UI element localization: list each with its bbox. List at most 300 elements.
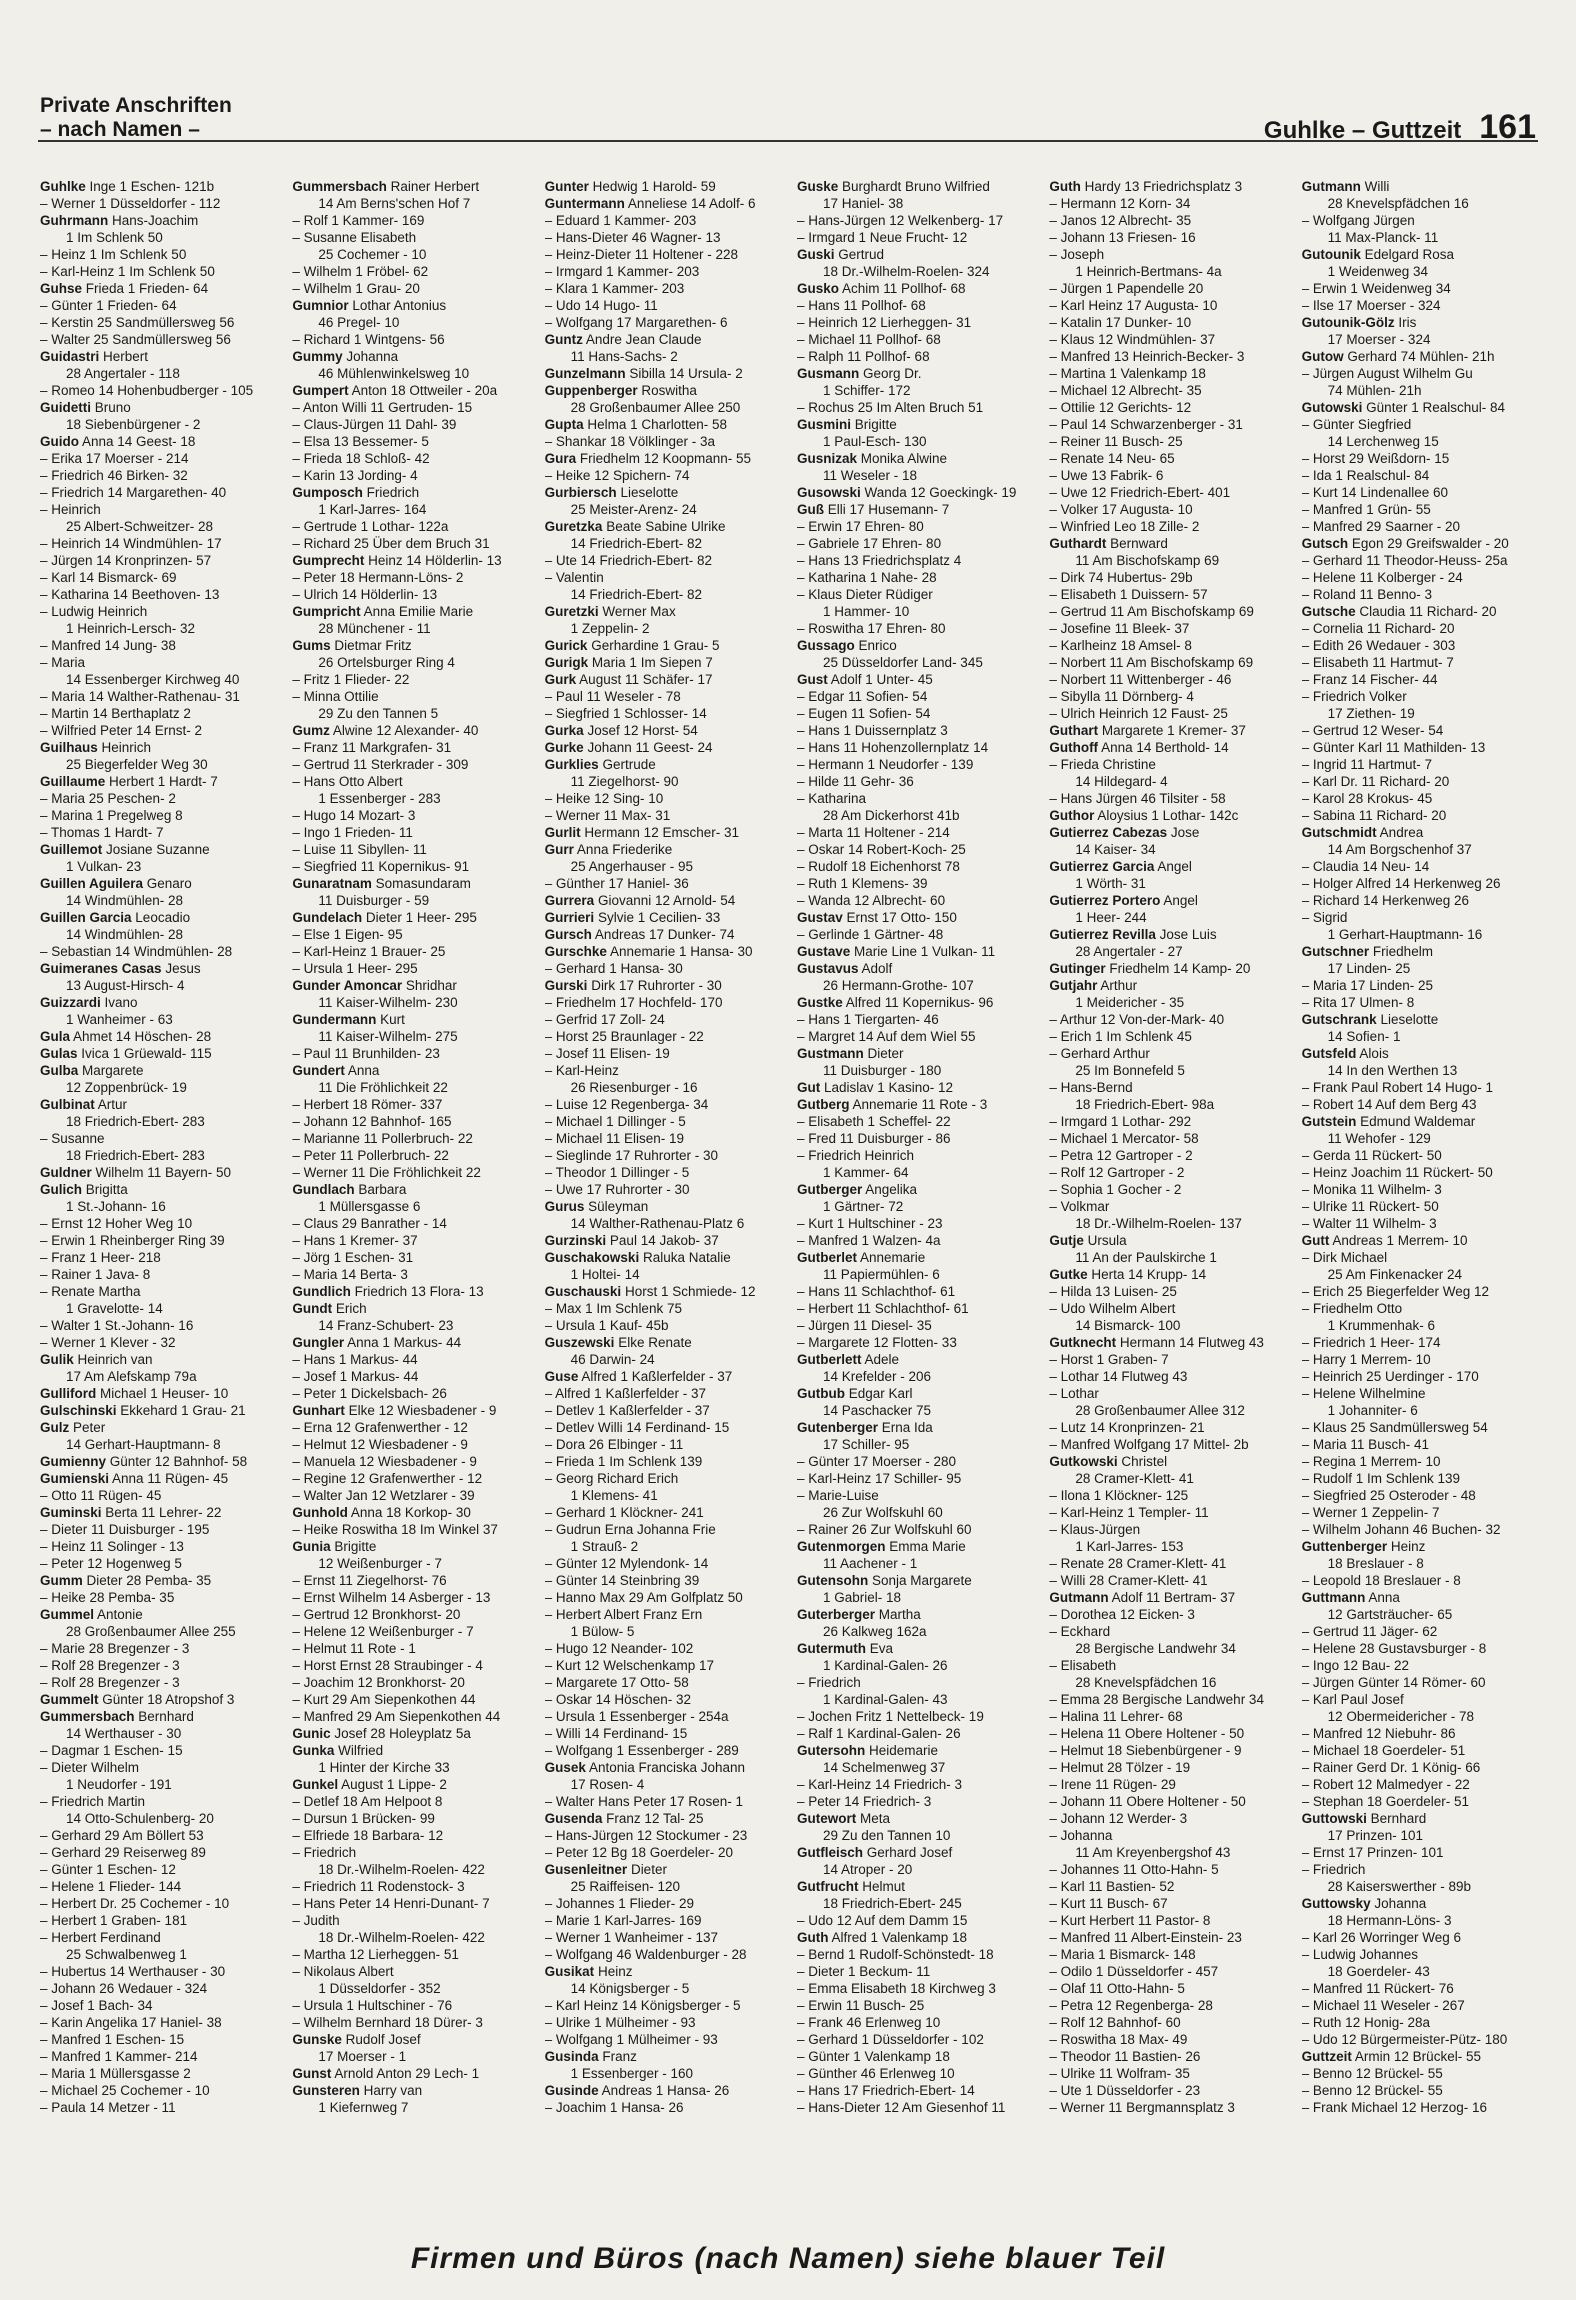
entry-details: – Ernst 11 Ziegelhorst- 76 bbox=[292, 1573, 447, 1588]
entry-details: – Frieda Christine bbox=[1049, 757, 1156, 772]
directory-entry bbox=[292, 1640, 530, 1657]
entry-details: – Heinrich 25 Uerdinger - 170 bbox=[1301, 1369, 1479, 1384]
directory-entry bbox=[1302, 654, 1540, 671]
directory-entry bbox=[292, 739, 530, 756]
entry-details: Brigitta bbox=[82, 1182, 128, 1197]
entry-details: – Siegfried 25 Osteroder - 48 bbox=[1301, 1488, 1476, 1503]
entry-details: – Rudolf 1 Im Schlenk 139 bbox=[1301, 1471, 1460, 1486]
entry-details: – Hugo 14 Mozart- 3 bbox=[292, 808, 416, 823]
directory-entry bbox=[292, 348, 530, 365]
directory-entry bbox=[1049, 484, 1287, 501]
entry-details: – Ruth 12 Honig- 28a bbox=[1301, 2015, 1430, 2030]
directory-entry bbox=[545, 246, 783, 263]
surname: Gusek bbox=[544, 1760, 586, 1775]
entry-details: Sylvie 1 Cecilien- 33 bbox=[594, 910, 721, 925]
entry-details: Angelika bbox=[862, 1182, 918, 1197]
directory-entry bbox=[797, 1011, 1035, 1028]
directory-entry bbox=[1049, 1759, 1287, 1776]
directory-entry bbox=[1049, 416, 1287, 433]
entry-details: Adolf bbox=[858, 961, 893, 976]
directory-entry bbox=[545, 1062, 783, 1079]
entry-details: – Klaus 12 Windmühlen- 37 bbox=[1049, 332, 1216, 347]
directory-entry bbox=[545, 399, 783, 416]
surname: Gutounik bbox=[1301, 247, 1361, 262]
entry-details: – Friedrich 46 Birken- 32 bbox=[40, 468, 188, 483]
entry-details: 28 Knevelspfädchen 16 bbox=[1327, 196, 1469, 211]
entry-details: Günter 18 Atropshof 3 bbox=[98, 1692, 235, 1707]
directory-entry bbox=[292, 1980, 530, 1997]
entry-details: – Karl-Heinz 14 Friedrich- 3 bbox=[796, 1777, 963, 1792]
directory-entry bbox=[1302, 1368, 1540, 1385]
directory-entry bbox=[40, 1283, 278, 1300]
entry-details: 18 Dr.-Wilhelm-Roelen- 137 bbox=[1075, 1216, 1242, 1231]
entry-details: 1 Hinter der Kirche 33 bbox=[318, 1760, 450, 1775]
entry-details: – Georg Richard Erich bbox=[544, 1471, 679, 1486]
surname: Guppenberger bbox=[544, 383, 638, 398]
entry-details: – Kerstin 25 Sandmüllersweg 56 bbox=[40, 315, 235, 330]
entry-details: – Sibylla 11 Dörnberg- 4 bbox=[1049, 689, 1194, 704]
directory-entry bbox=[292, 1470, 530, 1487]
listing-column-6 bbox=[1302, 178, 1540, 2228]
directory-entry bbox=[1302, 1708, 1540, 1725]
entry-details: Erna Ida bbox=[878, 1420, 933, 1435]
entry-details: 26 Kalkweg 162a bbox=[822, 1624, 927, 1639]
entry-details: – Herbert 1 Graben- 181 bbox=[40, 1913, 188, 1928]
directory-entry bbox=[40, 943, 278, 960]
entry-details: 1 Klemens- 41 bbox=[570, 1488, 658, 1503]
entry-details: Angel bbox=[1154, 859, 1192, 874]
listing-column-3 bbox=[545, 178, 783, 2228]
entry-details: – Gerhard Arthur bbox=[1049, 1046, 1150, 1061]
entry-details: – Manfred Wolfgang 17 Mittel- 2b bbox=[1049, 1437, 1249, 1452]
entry-details: Dieter bbox=[863, 1046, 904, 1061]
surname: Gurbiersch bbox=[544, 485, 617, 500]
entry-details: – Herbert 18 Römer- 337 bbox=[292, 1097, 443, 1112]
entry-details: Alwine 12 Alexander- 40 bbox=[329, 723, 479, 738]
directory-entry bbox=[292, 858, 530, 875]
entry-details: – Ingo 12 Bau- 22 bbox=[1301, 1658, 1409, 1673]
entry-details: 1 Karl-Jarres- 153 bbox=[1075, 1539, 1184, 1554]
entry-details: 28 Knevelspfädchen 16 bbox=[1075, 1675, 1217, 1690]
directory-entry bbox=[797, 382, 1035, 399]
entry-details: Burghardt Bruno Wilfried bbox=[838, 179, 990, 194]
directory-entry bbox=[797, 212, 1035, 229]
entry-details: – Hans Peter 14 Henri-Dunant- 7 bbox=[292, 1896, 490, 1911]
entry-details: – Gerhard 29 Am Böllert 53 bbox=[40, 1828, 204, 1843]
directory-entry bbox=[1302, 382, 1540, 399]
directory-entry bbox=[545, 1759, 783, 1776]
entry-details: – Elisabeth bbox=[1049, 1658, 1117, 1673]
entry-details: – Udo 12 Auf dem Damm 15 bbox=[796, 1913, 968, 1928]
entry-details: – Petra 12 Regenberga- 28 bbox=[1049, 1998, 1213, 2013]
directory-entry bbox=[797, 1997, 1035, 2014]
directory-entry bbox=[545, 1912, 783, 1929]
surname: Gustav bbox=[796, 910, 843, 925]
directory-entry bbox=[545, 2082, 783, 2099]
entry-details: – Werner 1 Klever - 32 bbox=[40, 1335, 176, 1350]
directory-entry bbox=[1302, 1402, 1540, 1419]
directory-entry bbox=[1302, 994, 1540, 1011]
directory-entry bbox=[292, 994, 530, 1011]
entry-details: – Stephan 18 Goerdeler- 51 bbox=[1301, 1794, 1470, 1809]
directory-entry bbox=[40, 331, 278, 348]
entry-details: – Richard 1 Wintgens- 56 bbox=[292, 332, 445, 347]
directory-entry bbox=[292, 1198, 530, 1215]
entry-details: Artur bbox=[94, 1097, 128, 1112]
entry-details: August 11 Schäfer- 17 bbox=[576, 672, 713, 687]
surname: Gutierrez Cabezas bbox=[1049, 825, 1168, 840]
entry-details: Angel bbox=[1160, 893, 1198, 908]
directory-entry bbox=[545, 1674, 783, 1691]
directory-entry bbox=[292, 518, 530, 535]
entry-details: 17 Moerser - 1 bbox=[318, 2049, 407, 2064]
entry-details: – Josefine 11 Bleek- 37 bbox=[1049, 621, 1190, 636]
entry-details: Friedhelm 12 Koopmann- 55 bbox=[576, 451, 752, 466]
entry-details: – Heike 12 Spichern- 74 bbox=[544, 468, 690, 483]
entry-details: – Hermann 12 Korn- 34 bbox=[1049, 196, 1191, 211]
directory-entry bbox=[1302, 1283, 1540, 1300]
entry-details: Michael 1 Heuser- 10 bbox=[96, 1386, 229, 1401]
directory-entry bbox=[1302, 331, 1540, 348]
directory-entry bbox=[292, 1572, 530, 1589]
directory-entry bbox=[40, 1164, 278, 1181]
directory-entry bbox=[797, 960, 1035, 977]
entry-details: Bernhard bbox=[1366, 1811, 1427, 1826]
entry-details: – Shankar 18 Völklinger - 3a bbox=[544, 434, 716, 449]
directory-entry bbox=[1049, 841, 1287, 858]
directory-entry bbox=[1049, 365, 1287, 382]
entry-details: – Friedrich bbox=[1301, 1862, 1366, 1877]
entry-details: Jose Luis bbox=[1155, 927, 1217, 942]
directory-entry bbox=[40, 297, 278, 314]
entry-details: Ivica 1 Grüewald- 115 bbox=[77, 1046, 212, 1061]
entry-details: – Günter Karl 11 Mathilden- 13 bbox=[1301, 740, 1486, 755]
entry-details: Lieselotte bbox=[616, 485, 679, 500]
directory-entry bbox=[1302, 1130, 1540, 1147]
entry-details: – Manfred 29 Saarner - 20 bbox=[1301, 519, 1460, 534]
directory-entry bbox=[545, 1963, 783, 1980]
entry-details: – Peter 12 Hogenweg 5 bbox=[40, 1556, 182, 1571]
directory-entry bbox=[1049, 314, 1287, 331]
entry-details: Werner Max bbox=[598, 604, 676, 619]
entry-details: 18 Dr.-Wilhelm-Roelen- 324 bbox=[822, 264, 990, 279]
entry-details: – Rolf 28 Bregenzer - 3 bbox=[40, 1658, 180, 1673]
entry-details: Herta 14 Krupp- 14 bbox=[1087, 1267, 1207, 1282]
entry-details: – Roland 11 Benno- 3 bbox=[1301, 587, 1433, 602]
surname: Gurick bbox=[544, 638, 588, 653]
entry-details: Margarete 1 Kremer- 37 bbox=[1098, 723, 1246, 738]
entry-details: Ladislav 1 Kasino- 12 bbox=[820, 1080, 954, 1095]
listing-column-4 bbox=[797, 178, 1035, 2228]
directory-entry bbox=[797, 1980, 1035, 1997]
entry-details: – Ulrich Heinrich 12 Faust- 25 bbox=[1049, 706, 1228, 721]
entry-details: Arnold Anton 29 Lech- 1 bbox=[331, 2066, 480, 2081]
directory-entry bbox=[545, 1079, 783, 1096]
surname: Gutschrank bbox=[1301, 1012, 1377, 1027]
directory-entry bbox=[545, 1351, 783, 1368]
entry-details: Iris bbox=[1394, 315, 1417, 330]
directory-entry bbox=[797, 1436, 1035, 1453]
directory-entry bbox=[40, 603, 278, 620]
entry-details: Achim 11 Pollhof- 68 bbox=[839, 281, 966, 296]
entry-details: – Wolfgang 1 Mülheimer - 93 bbox=[544, 2032, 718, 2047]
entry-details: Heinrich van bbox=[73, 1352, 153, 1367]
directory-entry bbox=[292, 841, 530, 858]
directory-entry bbox=[1302, 518, 1540, 535]
directory-entry bbox=[40, 518, 278, 535]
entry-details: – Fred 11 Duisburger - 86 bbox=[796, 1131, 951, 1146]
directory-entry bbox=[292, 1181, 530, 1198]
surname: Gutmann bbox=[1301, 179, 1361, 194]
directory-entry bbox=[292, 331, 530, 348]
entry-details: Lieselotte bbox=[1376, 1012, 1439, 1027]
directory-entry bbox=[40, 790, 278, 807]
entry-details: 14 Am Borgschenhof 37 bbox=[1327, 842, 1472, 857]
entry-details: – Günter 17 Moerser - 280 bbox=[796, 1454, 957, 1469]
directory-entry bbox=[292, 824, 530, 841]
entry-details: Margarete bbox=[78, 1063, 144, 1078]
directory-entry bbox=[40, 280, 278, 297]
directory-entry bbox=[545, 1283, 783, 1300]
directory-entry bbox=[292, 1793, 530, 1810]
directory-entry bbox=[1302, 620, 1540, 637]
directory-entry bbox=[1049, 1419, 1287, 1436]
directory-entry bbox=[1049, 1674, 1287, 1691]
entry-details: – Walter 25 Sandmüllersweg 56 bbox=[40, 332, 231, 347]
entry-details: – Ute 1 Düsseldorfer - 23 bbox=[1049, 2083, 1201, 2098]
entry-details: Anna 11 Rügen- 45 bbox=[109, 1471, 229, 1486]
entry-details: – Hanno Max 29 Am Golfplatz 50 bbox=[544, 1590, 743, 1605]
surname: Gurk bbox=[544, 672, 577, 687]
entry-details: Johanna bbox=[342, 349, 399, 364]
entry-details: – Heinrich 14 Windmühlen- 17 bbox=[40, 536, 222, 551]
directory-entry bbox=[797, 1317, 1035, 1334]
directory-entry bbox=[40, 365, 278, 382]
entry-details: – Frank 46 Erlenweg 10 bbox=[796, 2015, 941, 2030]
entry-details: Edmund Waldemar bbox=[1356, 1114, 1476, 1129]
entry-details: – Jürgen August Wilhelm Gu bbox=[1301, 366, 1473, 381]
entry-details: Inge 1 Eschen- 121b bbox=[85, 179, 215, 194]
surname: Guretzki bbox=[544, 604, 599, 619]
directory-entry bbox=[797, 433, 1035, 450]
surname: Guillen Aguilera bbox=[40, 876, 144, 891]
directory-entry bbox=[545, 263, 783, 280]
directory-entry bbox=[1302, 1555, 1540, 1572]
entry-details: – Heinrich 12 Lierheggen- 31 bbox=[796, 315, 972, 330]
entry-details: – Jürgen Günter 14 Römer- 60 bbox=[1301, 1675, 1486, 1690]
directory-entry bbox=[1302, 2099, 1540, 2116]
entry-details: – Sieglinde 17 Ruhrorter - 30 bbox=[544, 1148, 719, 1163]
entry-details: – Manfred 1 Eschen- 15 bbox=[40, 2032, 185, 2047]
surname: Gussago bbox=[796, 638, 855, 653]
directory-entry bbox=[1302, 297, 1540, 314]
directory-entry bbox=[797, 1674, 1035, 1691]
directory-entry bbox=[1302, 756, 1540, 773]
directory-entry bbox=[1049, 1980, 1287, 1997]
directory-entry bbox=[797, 1334, 1035, 1351]
entry-details: 28 Angertaler - 118 bbox=[66, 366, 180, 381]
entry-details: 46 Darwin- 24 bbox=[570, 1352, 655, 1367]
directory-entry bbox=[545, 1521, 783, 1538]
entry-details: – Friedrich 11 Rodenstock- 3 bbox=[292, 1879, 465, 1894]
entry-details: – Eduard 1 Kammer- 203 bbox=[544, 213, 697, 228]
directory-entry bbox=[1302, 1997, 1540, 2014]
directory-entry bbox=[1302, 705, 1540, 722]
directory-entry bbox=[1302, 1861, 1540, 1878]
listing-column-2 bbox=[292, 178, 530, 2228]
directory-entry bbox=[1049, 1504, 1287, 1521]
directory-entry bbox=[1302, 569, 1540, 586]
directory-entry bbox=[1302, 1504, 1540, 1521]
surname: Gusowski bbox=[796, 485, 861, 500]
entry-details: Herbert bbox=[99, 349, 149, 364]
surname: Guidastri bbox=[40, 349, 100, 364]
directory-entry bbox=[545, 1640, 783, 1657]
directory-entry bbox=[40, 909, 278, 926]
entry-details: Christel bbox=[1117, 1454, 1168, 1469]
directory-entry bbox=[1302, 875, 1540, 892]
directory-entry bbox=[40, 1487, 278, 1504]
entry-details: – Uwe 17 Ruhrorter - 30 bbox=[544, 1182, 690, 1197]
entry-details: – Katalin 17 Dunker- 10 bbox=[1049, 315, 1192, 330]
directory-entry bbox=[1049, 2099, 1287, 2116]
directory-entry bbox=[1049, 909, 1287, 926]
entry-details: – Halina 11 Lehrer- 68 bbox=[1049, 1709, 1183, 1724]
directory-entry bbox=[292, 246, 530, 263]
entry-details: – Volker 17 Augusta- 10 bbox=[1049, 502, 1193, 517]
entry-details: 17 Linden- 25 bbox=[1327, 961, 1411, 976]
entry-details: 29 Zu den Tannen 10 bbox=[822, 1828, 951, 1843]
surname: Gumposch bbox=[292, 485, 363, 500]
directory-entry bbox=[797, 1062, 1035, 1079]
directory-entry bbox=[40, 1674, 278, 1691]
entry-details: – Erwin 1 Weidenweg 34 bbox=[1301, 281, 1451, 296]
directory-entry bbox=[1302, 1589, 1540, 1606]
entry-details: 1 Vulkan- 23 bbox=[66, 859, 142, 874]
directory-entry bbox=[1049, 2065, 1287, 2082]
entry-details: Dirk 17 Ruhrorter - 30 bbox=[587, 978, 722, 993]
surname: Gunic bbox=[292, 1726, 331, 1741]
entry-details: Anton 18 Ottweiler - 20a bbox=[348, 383, 498, 398]
directory-entry bbox=[292, 1895, 530, 1912]
entry-details: Helmut bbox=[858, 1879, 905, 1894]
surname: Gummy bbox=[292, 349, 343, 364]
entry-details: Annemarie bbox=[857, 1250, 926, 1265]
directory-entry bbox=[292, 212, 530, 229]
directory-entry bbox=[292, 1623, 530, 1640]
directory-entry bbox=[545, 552, 783, 569]
directory-entry bbox=[545, 1606, 783, 1623]
entry-details: – Margret 14 Auf dem Wiel 55 bbox=[796, 1029, 976, 1044]
directory-entry bbox=[1302, 535, 1540, 552]
entry-details: – Herbert Dr. 25 Cochemer - 10 bbox=[40, 1896, 230, 1911]
directory-entry bbox=[292, 2014, 530, 2031]
directory-entry bbox=[1302, 1453, 1540, 1470]
directory-entry bbox=[797, 1402, 1035, 1419]
directory-entry bbox=[1302, 1725, 1540, 1742]
entry-details: – Friedrich Heinrich bbox=[796, 1148, 915, 1163]
surname: Gusinde bbox=[544, 2083, 599, 2098]
entry-details: 14 Krefelder - 206 bbox=[822, 1369, 932, 1384]
directory-entry bbox=[1049, 212, 1287, 229]
entry-details: 18 Friedrich-Ebert- 283 bbox=[66, 1148, 205, 1163]
entry-details: Süleyman bbox=[584, 1199, 649, 1214]
directory-entry bbox=[545, 1096, 783, 1113]
directory-entry bbox=[545, 2065, 783, 2082]
entry-details: – Arthur 12 Von-der-Mark- 40 bbox=[1049, 1012, 1225, 1027]
entry-details: – Katharina 14 Beethoven- 13 bbox=[40, 587, 220, 602]
directory-entry bbox=[797, 994, 1035, 1011]
entry-details: 12 Weißenburger - 7 bbox=[318, 1556, 442, 1571]
directory-entry bbox=[1302, 1266, 1540, 1283]
entry-details: – Margarete 12 Flotten- 33 bbox=[796, 1335, 957, 1350]
entry-details: – Peter 11 Pollerbruch- 22 bbox=[292, 1148, 449, 1163]
entry-details: Giovanni 12 Arnold- 54 bbox=[594, 893, 736, 908]
entry-details: – Friedrich Volker bbox=[1301, 689, 1407, 704]
entry-details: – Karl 11 Bastien- 52 bbox=[1049, 1879, 1175, 1894]
entry-details: – Irene 11 Rügen- 29 bbox=[1049, 1777, 1176, 1792]
directory-entry bbox=[1049, 331, 1287, 348]
entry-details: – Maria 14 Berta- 3 bbox=[292, 1267, 408, 1282]
entry-details: 46 Mühlenwinkelsweg 10 bbox=[318, 366, 470, 381]
entry-details: – Lutz 14 Kronprinzen- 21 bbox=[1049, 1420, 1205, 1435]
directory-entry bbox=[797, 399, 1035, 416]
directory-entry bbox=[40, 501, 278, 518]
entry-details: – Maria bbox=[40, 655, 86, 670]
entry-details: – Dieter 1 Beckum- 11 bbox=[796, 1964, 931, 1979]
directory-entry bbox=[1302, 2065, 1540, 2082]
surname: Guse bbox=[544, 1369, 579, 1384]
entry-details: 1 Zeppelin- 2 bbox=[570, 621, 650, 636]
entry-details: 11 Kaiser-Wilhelm- 230 bbox=[318, 995, 458, 1010]
directory-entry bbox=[1049, 960, 1287, 977]
surname: Guhlke bbox=[40, 179, 86, 194]
entry-details: – Ernst 12 Hoher Weg 10 bbox=[40, 1216, 193, 1231]
directory-entry bbox=[1302, 2014, 1540, 2031]
entry-details: August 1 Lippe- 2 bbox=[338, 1777, 447, 1792]
directory-entry bbox=[40, 1776, 278, 1793]
entry-details: – Horst 29 Weißdorn- 15 bbox=[1301, 451, 1450, 466]
entry-details: Sonja Margarete bbox=[868, 1573, 972, 1588]
directory-entry bbox=[1302, 1028, 1540, 1045]
entry-details: – Gertrude 1 Lothar- 122a bbox=[292, 519, 449, 534]
entry-details: – Hans 11 Hohenzollernplatz 14 bbox=[796, 740, 989, 755]
entry-details: Heidemarie bbox=[865, 1743, 939, 1758]
entry-details: Hardy 13 Friedrichsplatz 3 bbox=[1080, 179, 1243, 194]
surname: Gusnizak bbox=[796, 451, 858, 466]
section-heading-line2: – nach Namen – bbox=[40, 118, 200, 141]
directory-entry bbox=[1049, 1640, 1287, 1657]
entry-details: – Udo 14 Hugo- 11 bbox=[544, 298, 658, 313]
entry-details: – Hans 17 Friedrich-Ebert- 14 bbox=[796, 2083, 975, 2098]
entry-details: – Johann 12 Bahnhof- 165 bbox=[292, 1114, 452, 1129]
entry-details: Ursula bbox=[1083, 1233, 1127, 1248]
entry-details: – Karl Heinz 17 Augusta- 10 bbox=[1049, 298, 1218, 313]
entry-details: – Michael 11 Elisen- 19 bbox=[544, 1131, 684, 1146]
entry-details: – Renate Martha bbox=[40, 1284, 141, 1299]
entry-details: – Monika 11 Wilhelm- 3 bbox=[1301, 1182, 1442, 1197]
surname: Gundermann bbox=[292, 1012, 377, 1027]
directory-entry bbox=[545, 382, 783, 399]
directory-entry bbox=[545, 1742, 783, 1759]
directory-entry bbox=[545, 1657, 783, 1674]
directory-entry bbox=[545, 365, 783, 382]
directory-entry bbox=[797, 1028, 1035, 1045]
directory-entry bbox=[40, 1419, 278, 1436]
directory-entry bbox=[1049, 195, 1287, 212]
directory-entry bbox=[1049, 1011, 1287, 1028]
directory-entry bbox=[1049, 1691, 1287, 1708]
